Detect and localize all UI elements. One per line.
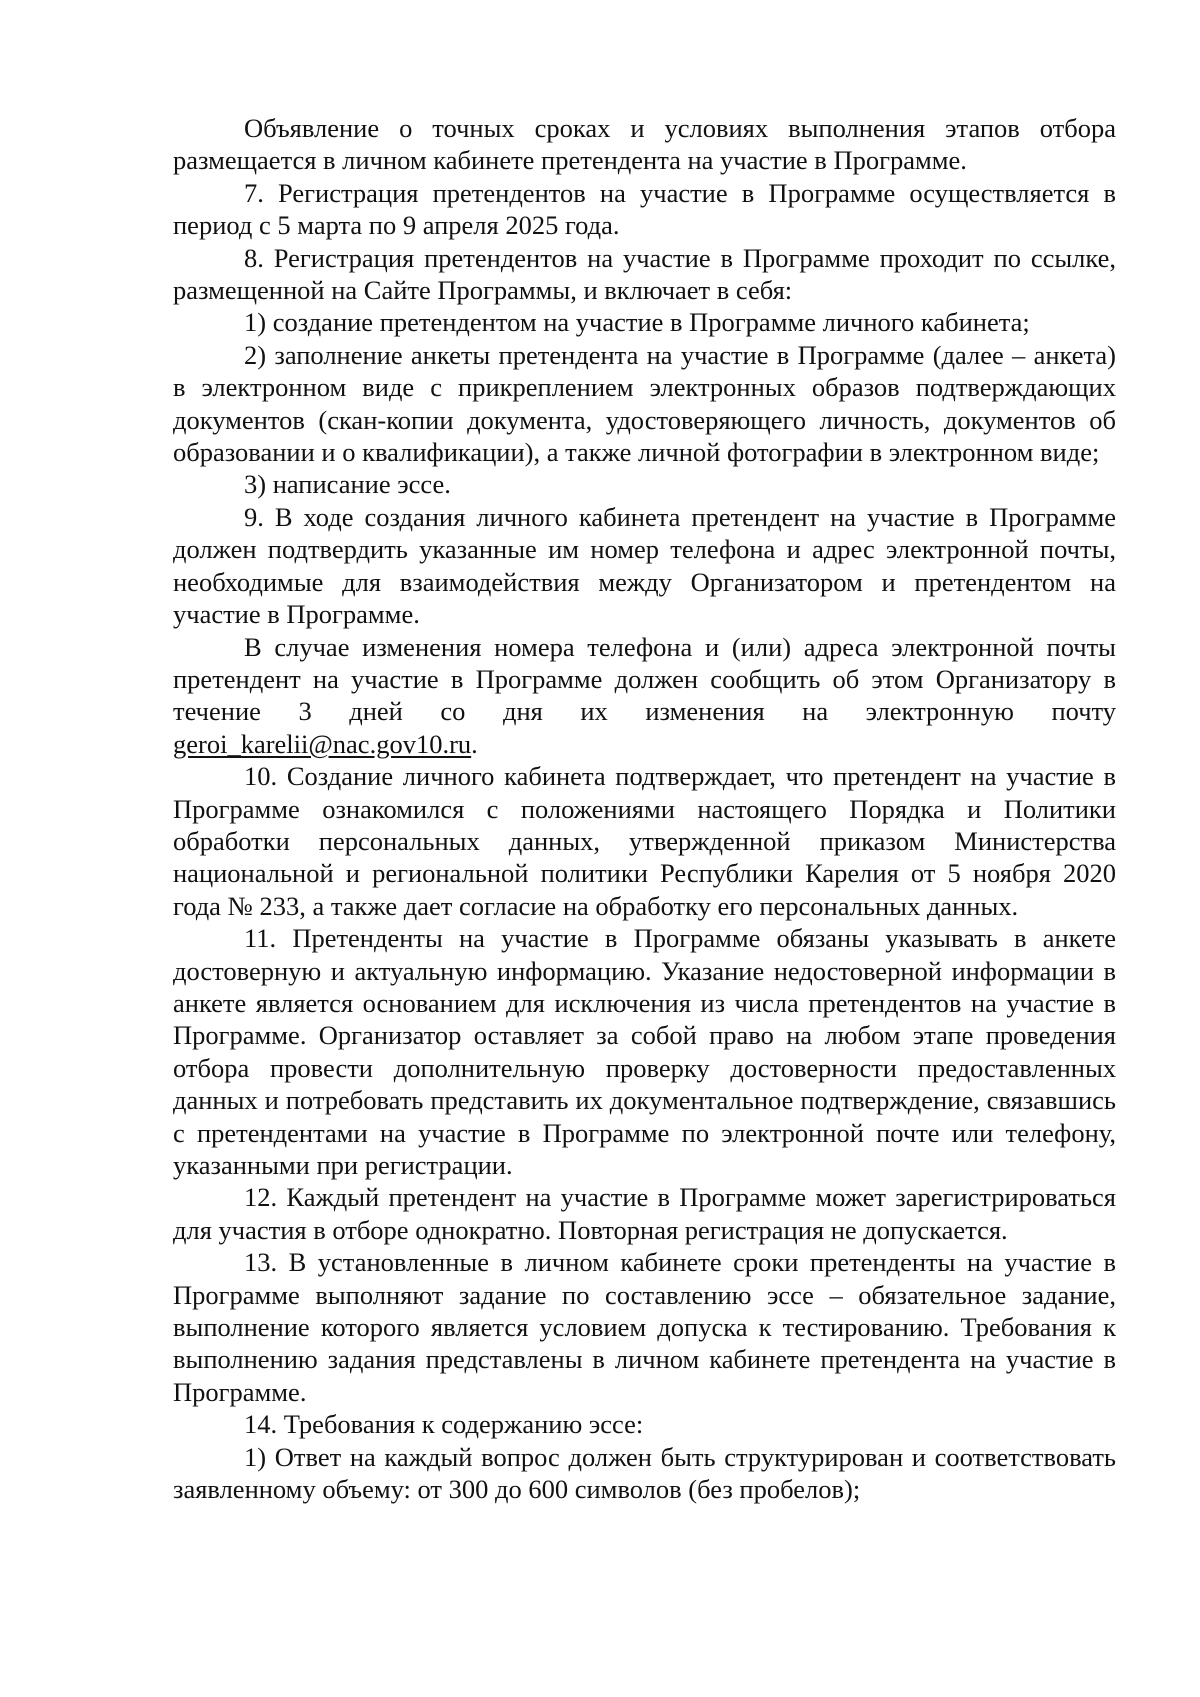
- list-item-8-2: 2) заполнение анкеты претендента на участие в Программе (далее – анкета) в электронном виде с прикреплением электронных образов подтверждающих документов (скан-копии документа, удостоверяющего личность, документов об образовании и о квалификации), а также личной фотографии в электронном виде;: [173, 339, 1116, 468]
- contact-change-text: В случае изменения номера телефона и (или) адреса электронной почты претендент на участие в Программе должен сообщить об этом Организатору в течение 3 дней со дня их изменения на электронную почту: [173, 631, 1116, 727]
- paragraph-8-registration-steps: 8. Регистрация претендентов на участие в Программе проходит по ссылке, размещенной на Сайте Программы, и включает в себя:: [173, 242, 1116, 306]
- list-item-8-3: 3) написание эссе.: [244, 469, 451, 500]
- paragraph-7-registration-period: 7. Регистрация претендентов на участие в Программе осуществляется в период с 5 марта по 9 апреля 2025 года.: [173, 177, 1116, 241]
- paragraph-contact-change: [173, 631, 1116, 761]
- list-item-14-1: 1) Ответ на каждый вопрос должен быть структурирован и соответствовать заявленному объему: от 300 до 600 символов (без пробелов);: [173, 1441, 1116, 1505]
- document-page: [173, 112, 1116, 1505]
- paragraph-13-essay-task: 13. В установленные в личном кабинете сроки претенденты на участие в Программе выполняют задание по составлению эссе – обязательное задание, выполнение которого является условием допуска к тестированию. Требования к выполнению задания представлены в личном кабинете претендента на участие в Программе.: [173, 1247, 1116, 1407]
- paragraph-11-accuracy: 11. Претенденты на участие в Программе обязаны указывать в анкете достоверную и актуальную информацию. Указание недостоверной информации в анкете является основанием для исключения из числа претендентов на участие в Программе. Организатор оставляет за собой право на любом этапе проведения отбора провести дополнительную проверку достоверности предоставленных данных и потребовать представить их документальное подтверждение, связавшись с претендентами на участие в Программе по электронной почте или телефону, указанными при регистрации.: [173, 923, 1116, 1180]
- contact-change-suffix: .: [471, 728, 478, 759]
- email-link[interactable]: geroi_karelii@nac.gov10.ru: [173, 728, 472, 759]
- paragraph-12-single-registration: 12. Каждый претендент на участие в Программе может зарегистрироваться для участия в отборе однократно. Повторная регистрация не допускается.: [173, 1182, 1116, 1245]
- paragraph-announcement: Объявление о точных сроках и условиях выполнения этапов отбора размещается в личном кабинете претендента на участие в Программе.: [173, 113, 1116, 176]
- list-item-8-1: 1) создание претендентом на участие в Программе личного кабинета;: [244, 307, 1030, 338]
- paragraph-9-confirmation: 9. В ходе создания личного кабинета претендент на участие в Программе должен подтвердить указанные им номер телефона и адрес электронной почты, необходимые для взаимодействия между Организатором и претендентом на участие в Программе.: [173, 501, 1116, 630]
- paragraph-10-consent: 10. Создание личного кабинета подтверждает, что претендент на участие в Программе ознакомился с положениями настоящего Порядка и Политики обработки персональных данных, утвержденной приказом Министерства национальной и региональной политики Республики Карелия от 5 ноября 2020 года № 233, а также дает согласие на обработку его персональных данных.: [173, 761, 1116, 921]
- paragraph-14-essay-requirements: 14. Требования к содержанию эссе:: [244, 1409, 644, 1440]
